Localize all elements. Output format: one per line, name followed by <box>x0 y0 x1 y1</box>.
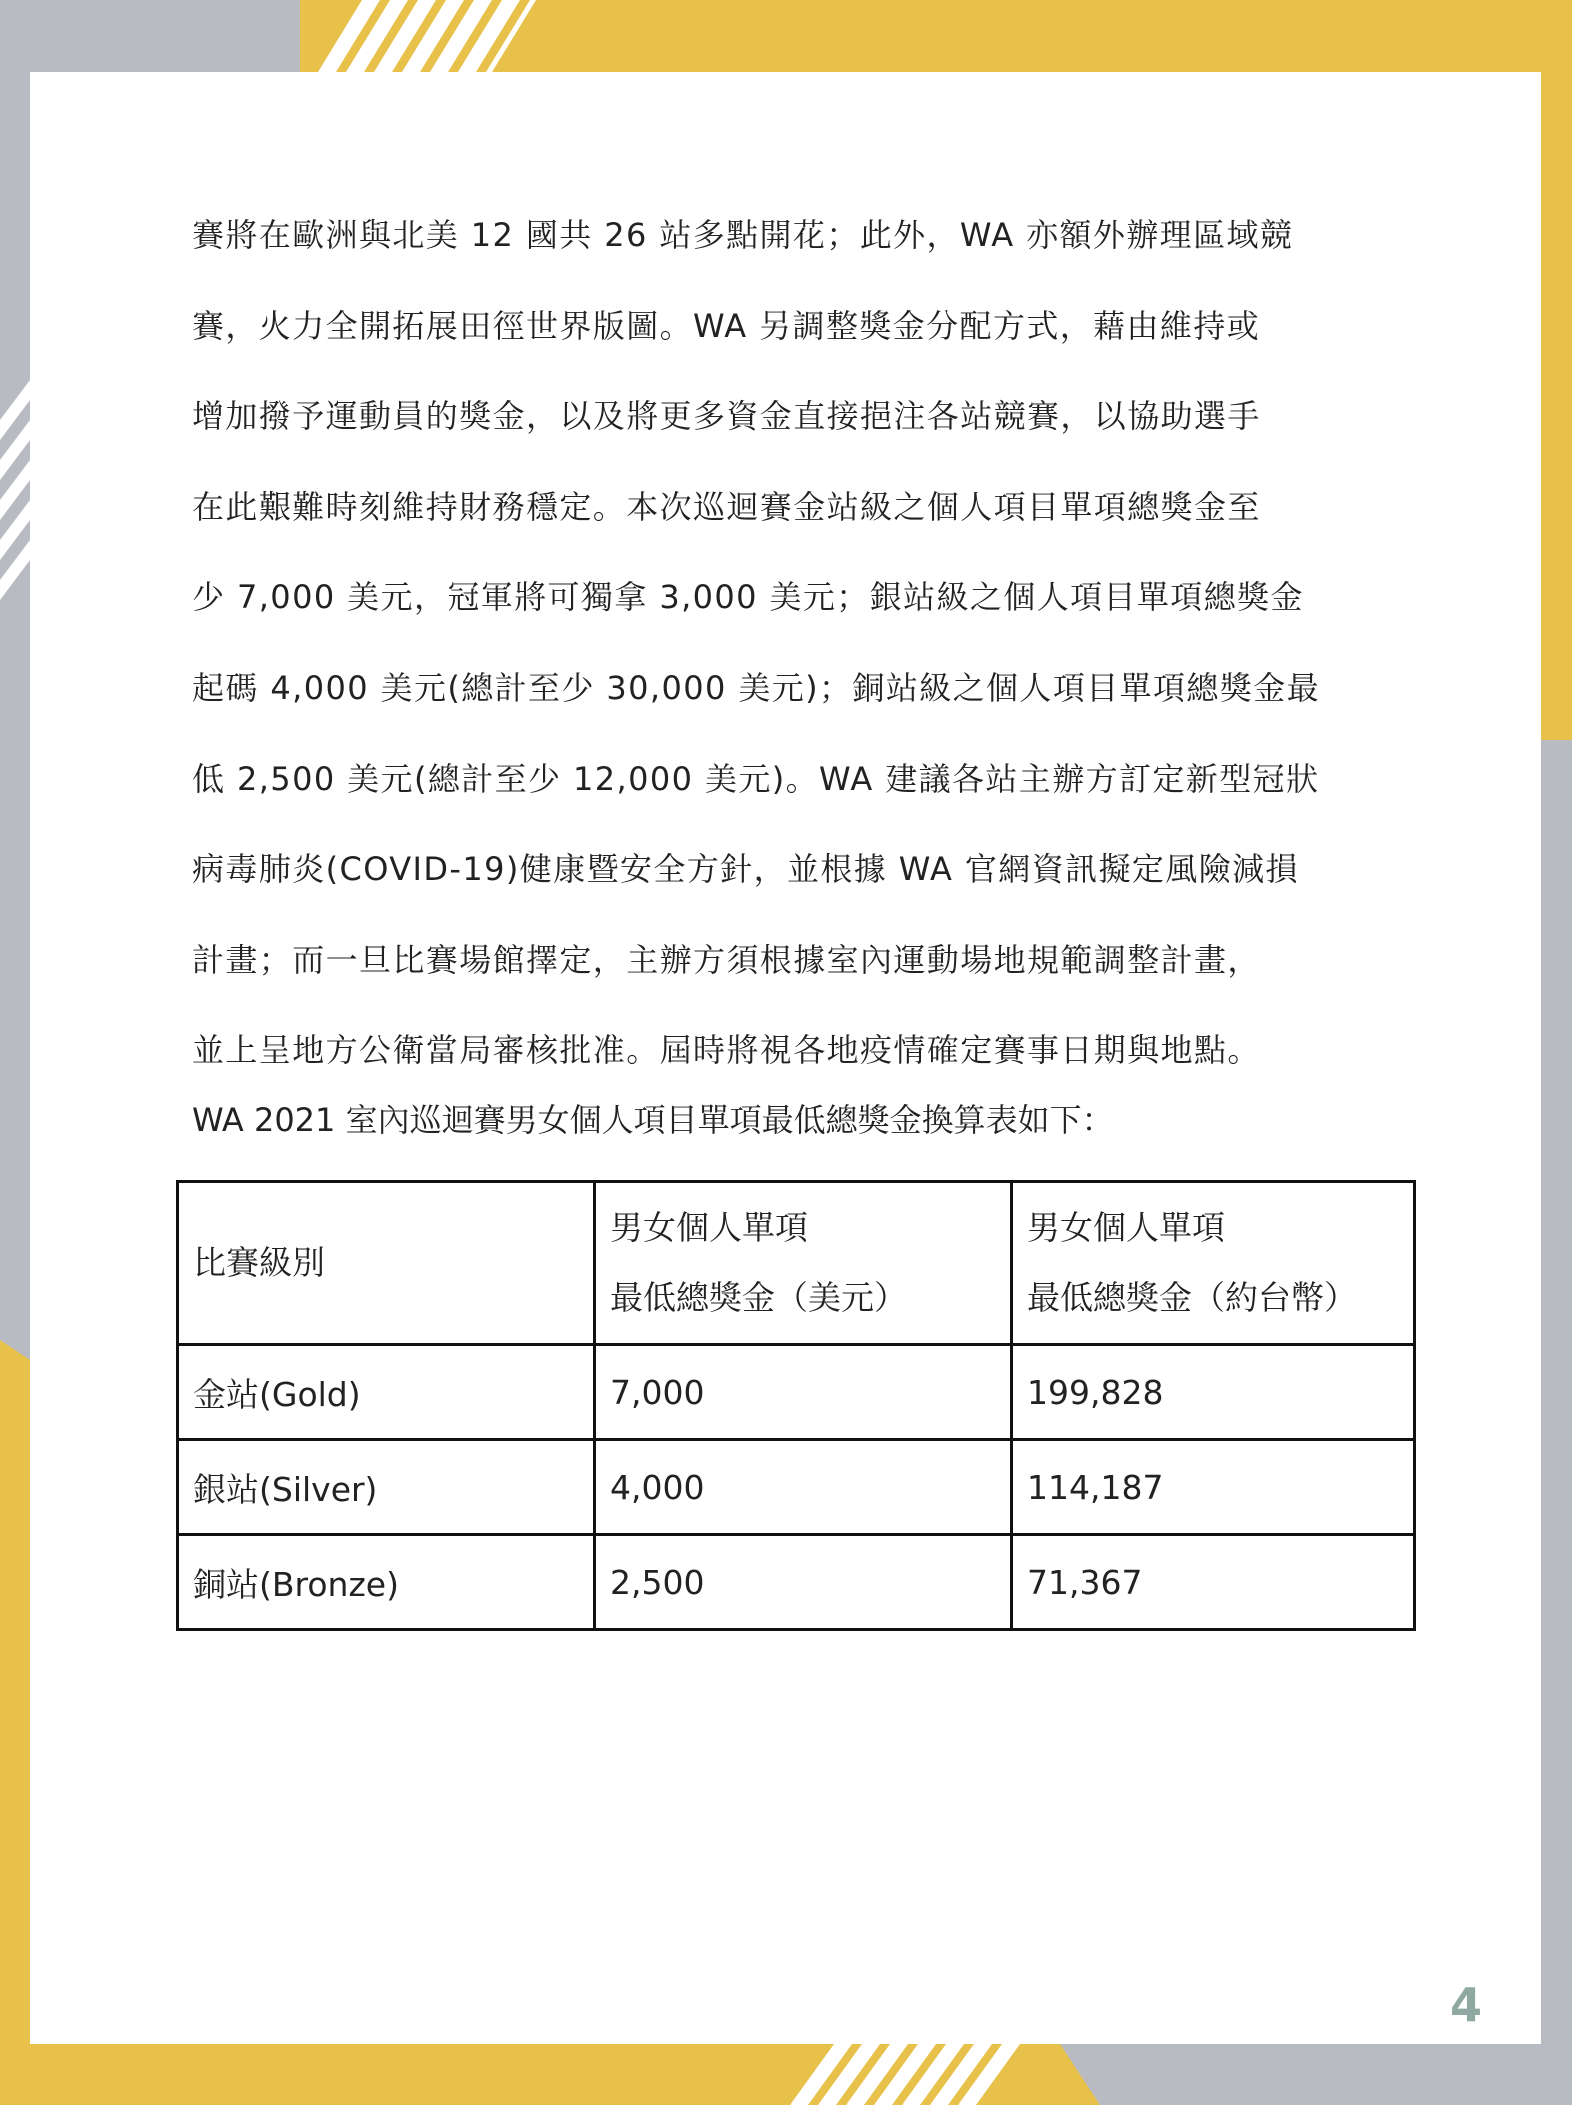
prize-table <box>176 1180 1416 1631</box>
table-intro: WA 2021 室內巡迴賽男女個人項目單項最低總獎金換算表如下： <box>192 1101 1114 1139</box>
page-number: 4 <box>1449 1978 1482 2032</box>
cell-usd: 2,500 <box>595 1535 1012 1630</box>
body-line: 計畫；而一旦比賽場館擇定，主辦方須根據室內運動場地規範調整計畫， <box>192 940 1261 979</box>
body-line: 少 7,000 美元，冠軍將可獨拿 3,000 美元；銀站級之個人項目單項總獎金 <box>192 578 1304 617</box>
body-paragraph <box>192 190 1405 1096</box>
body-line: 病毒肺炎(COVID-19)健康暨安全方針，並根據 WA 官網資訊擬定風險減損 <box>192 850 1299 889</box>
table-row <box>178 1535 1415 1630</box>
cell-level: 銅站(Bronze) <box>178 1535 595 1630</box>
header-level <box>178 1182 595 1345</box>
table-header-row <box>178 1182 1415 1345</box>
header-twd <box>1012 1182 1415 1345</box>
body-line: 在此艱難時刻維持財務穩定。本次巡迴賽金站級之個人項目單項總獎金至 <box>192 487 1261 526</box>
body-line: 增加撥予運動員的獎金，以及將更多資金直接挹注各站競賽，以協助選手 <box>192 397 1261 436</box>
body-line: 賽將在歐洲與北美 12 國共 26 站多點開花；此外，WA 亦額外辦理區域競 <box>192 216 1294 254</box>
cell-usd: 4,000 <box>595 1440 1012 1535</box>
cell-twd: 71,367 <box>1012 1535 1415 1630</box>
body-line: 並上呈地方公衛當局審核批准。屆時將視各地疫情確定賽事日期與地點。 <box>192 1031 1261 1070</box>
header-usd <box>595 1182 1012 1345</box>
table-row <box>178 1440 1415 1535</box>
cell-usd: 7,000 <box>595 1345 1012 1440</box>
left-diagonal-stripes <box>0 380 30 600</box>
header-usd-line2: 最低總獎金（美元） <box>610 1278 907 1317</box>
cell-level: 金站(Gold) <box>178 1345 595 1440</box>
header-level-label: 比賽級別 <box>193 1243 325 1282</box>
header-usd-line1: 男女個人單項 <box>610 1208 808 1247</box>
body-line: 低 2,500 美元(總計至少 12,000 美元)。WA 建議各站主辦方訂定新型冠狀 <box>192 759 1320 798</box>
body-line: 賽，火力全開拓展田徑世界版圖。WA 另調整獎金分配方式，藉由維持或 <box>192 306 1261 345</box>
cell-level: 銀站(Silver) <box>178 1440 595 1535</box>
table-row <box>178 1345 1415 1440</box>
header-twd-line2: 最低總獎金（約台幣） <box>1027 1278 1357 1317</box>
cell-twd: 114,187 <box>1012 1440 1415 1535</box>
header-twd-line1: 男女個人單項 <box>1027 1208 1225 1247</box>
body-line: 起碼 4,000 美元(總計至少 30,000 美元)；銅站級之個人項目單項總獎金最 <box>192 668 1321 707</box>
cell-twd: 199,828 <box>1012 1345 1415 1440</box>
